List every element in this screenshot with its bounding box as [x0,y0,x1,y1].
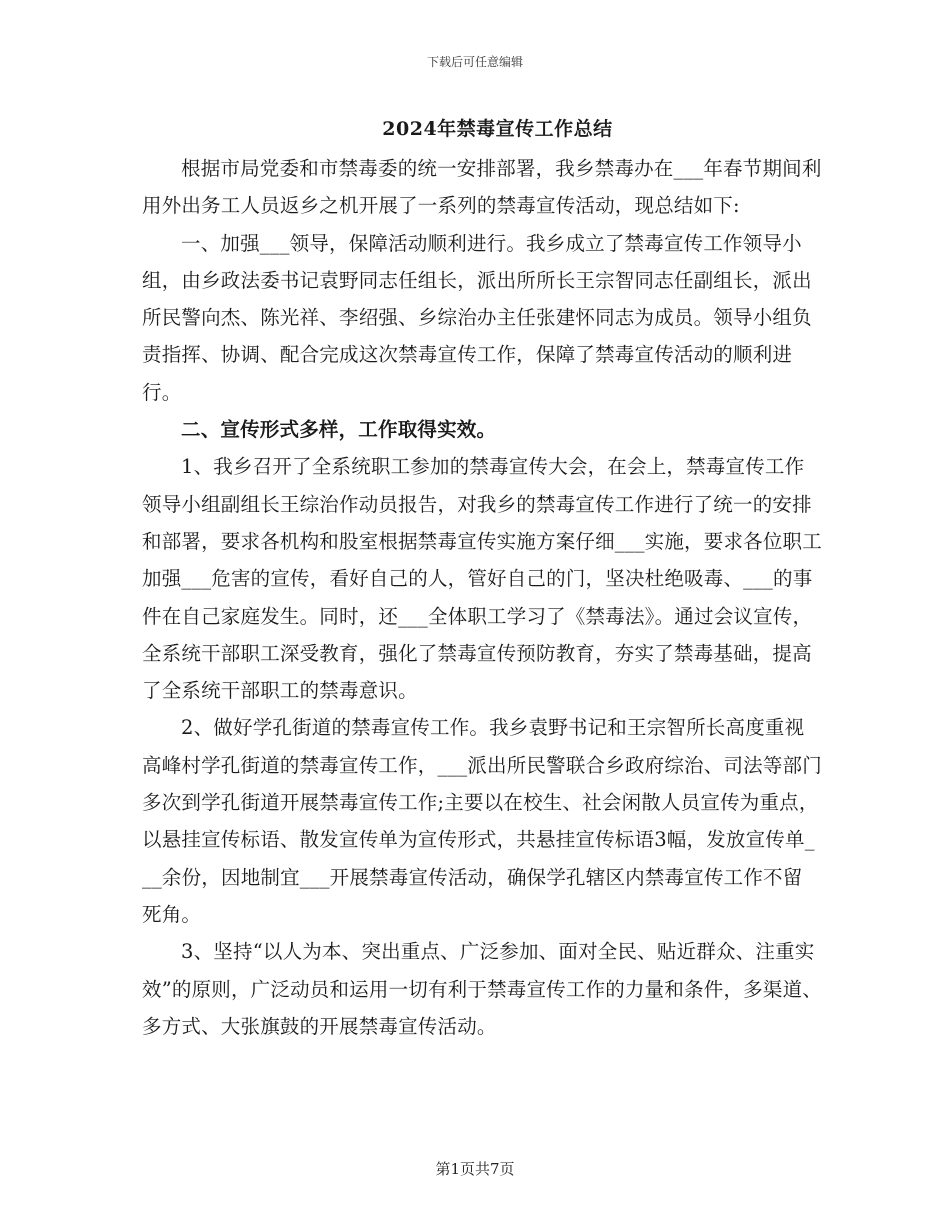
document-title: 2024年禁毒宣传工作总结 [382,118,613,140]
document-body [142,150,822,1045]
section-heading-2: 二、宣传形式多样，工作取得实效。 [181,418,497,442]
paragraph-item-1: 1、我乡召开了全系统职工参加的禁毒宣传大会，在会上，禁毒宣传工作领导小组副组长王综治作动员报告，对我乡的禁毒宣传工作进行了统一的安排和部署，要求各机构和股室根据禁毒宣传实施方案仔细___实施，要求各位职工加强___危害的宣传，看好自己的人，管好自己的门，坚决杜绝吸毒、___的事件在自己家庭发生。同时，还___全体职工学习了《禁毒法》。通过会议宣传，全系统干部职工深受教育，强化了禁毒宣传预防教育，夯实了禁毒基础，提高了全系统干部职工的禁毒意识。 [142,455,822,703]
paragraph-item-3: 3、坚持“以人为本、突出重点、广泛参加、面对全民、贴近群众、注重实效”的原则，广泛动员和运用一切有利于禁毒宣传工作的力量和条件，多渠道、多方式、大张旗鼓的开展禁毒宣传活动。 [142,940,822,1038]
paragraph-intro: 根据市局党委和市禁毒委的统一安排部署，我乡禁毒办在___年春节期间利用外出务工人员返乡之机开展了一系列的禁毒宣传活动，现总结如下: [142,157,822,218]
paragraph-section-1: 一、加强___领导，保障活动顺利进行。我乡成立了禁毒宣传工作领导小组，由乡政法委书记袁野同志任组长，派出所所长王宗智同志任副组长，派出所民警向杰、陈光祥、李绍强、乡综治办主任张建怀同志为成员。领导小组负责指挥、协调、配合完成这次禁毒宣传工作，保障了禁毒宣传活动的顺利进行。 [142,231,812,404]
paragraph-item-2: 2、做好学孔街道的禁毒宣传工作。我乡袁野书记和王宗智所长高度重视高峰村学孔街道的禁毒宣传工作，___派出所民警联合乡政府综治、司法等部门多次到学孔街道开展禁毒宣传工作;主要以在校生、社会闲散人员宣传为重点，以悬挂宣传标语、散发宣传单为宣传形式，共悬挂宣传标语3幅，发放宣传单___余份，因地制宜___开展禁毒宣传活动，确保学孔辖区内禁毒宣传工作不留死角。 [142,716,822,926]
page-number-footer: 第1页共7页 [435,1160,515,1178]
header-note: 下载后可任意编辑 [426,55,523,69]
